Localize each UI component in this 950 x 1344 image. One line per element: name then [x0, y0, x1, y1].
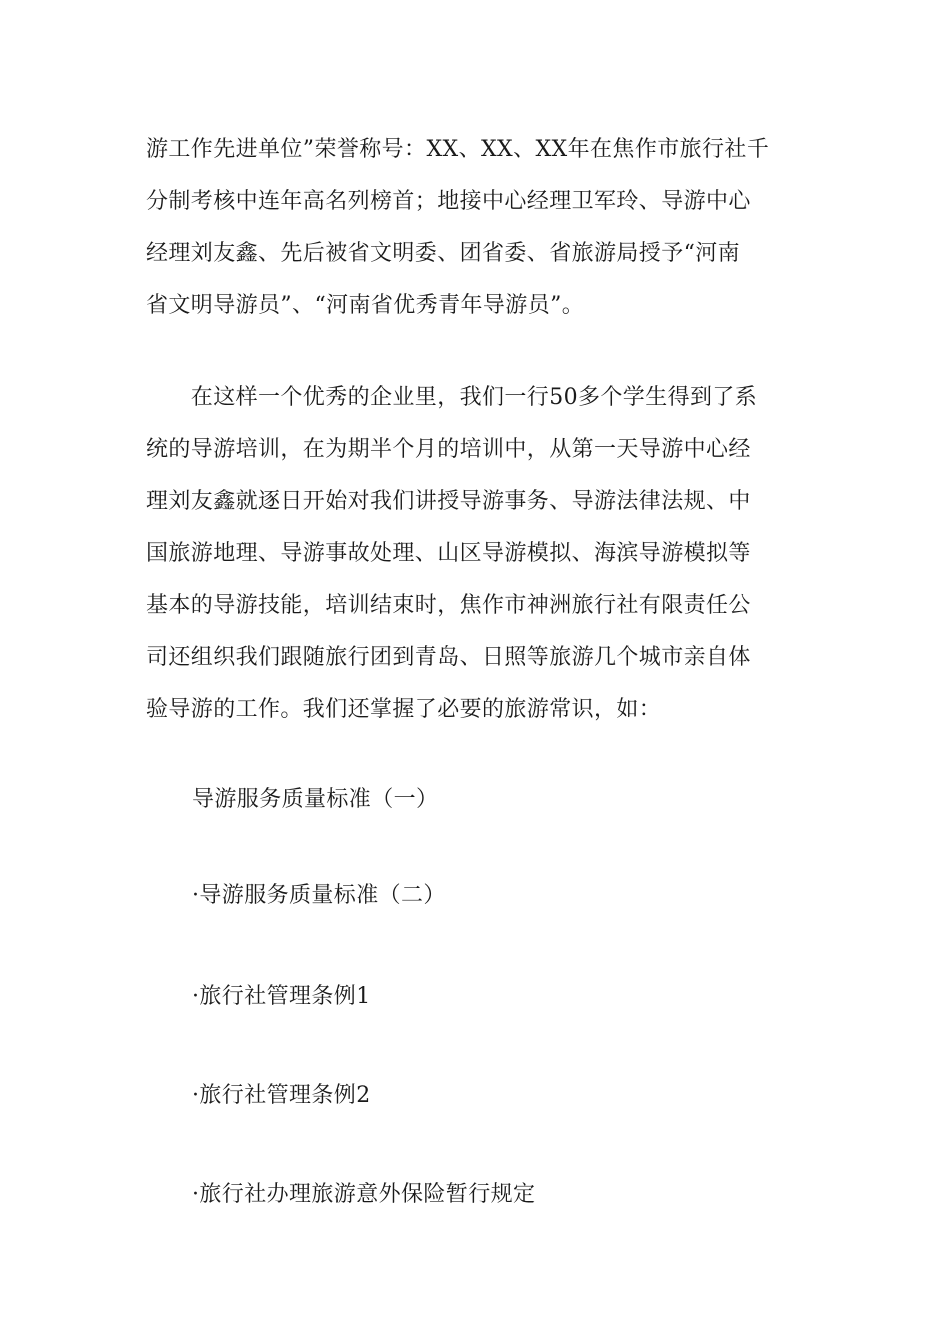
- paragraph-line: 经理刘友鑫、先后被省文明委、团省委、省旅游局授予“河南: [146, 241, 741, 266]
- paragraph-line: 验导游的工作。我们还掌握了必要的旅游常识，如：: [146, 697, 662, 722]
- list-item: ·导游服务质量标准（二）: [192, 883, 446, 908]
- paragraph-honors: [146, 124, 811, 332]
- list-item: ·旅行社管理条例2: [192, 1083, 371, 1108]
- paragraph-line: 国旅游地理、导游事故处理、山区导游模拟、海滨导游模拟等: [146, 541, 751, 566]
- paragraph-line: 省文明导游员”、“河南省优秀青年导游员”。: [146, 293, 585, 318]
- paragraph-line: 基本的导游技能，培训结束时，焦作市神洲旅行社有限责任公: [146, 593, 751, 618]
- paragraph-line: 在这样一个优秀的企业里，我们一行50多个学生得到了系: [146, 385, 758, 410]
- list-item: 导游服务质量标准（一）: [192, 787, 439, 812]
- paragraph-line: 游工作先进单位”荣誉称号：XX、XX、XX年在焦作市旅行社千: [146, 137, 770, 162]
- list-item: ·旅行社办理旅游意外保险暂行规定: [192, 1182, 536, 1207]
- paragraph-line: 理刘友鑫就逐日开始对我们讲授导游事务、导游法律法规、中: [146, 489, 751, 514]
- paragraph-line: 司还组织我们跟随旅行团到青岛、日照等旅游几个城市亲自体: [146, 645, 751, 670]
- paragraph-training: [146, 372, 811, 736]
- paragraph-line: 统的导游培训，在为期半个月的培训中，从第一天导游中心经: [146, 437, 751, 462]
- paragraph-line: 分制考核中连年高名列榜首；地接中心经理卫军玲、导游中心: [146, 189, 751, 214]
- list-item: ·旅行社管理条例1: [192, 984, 371, 1009]
